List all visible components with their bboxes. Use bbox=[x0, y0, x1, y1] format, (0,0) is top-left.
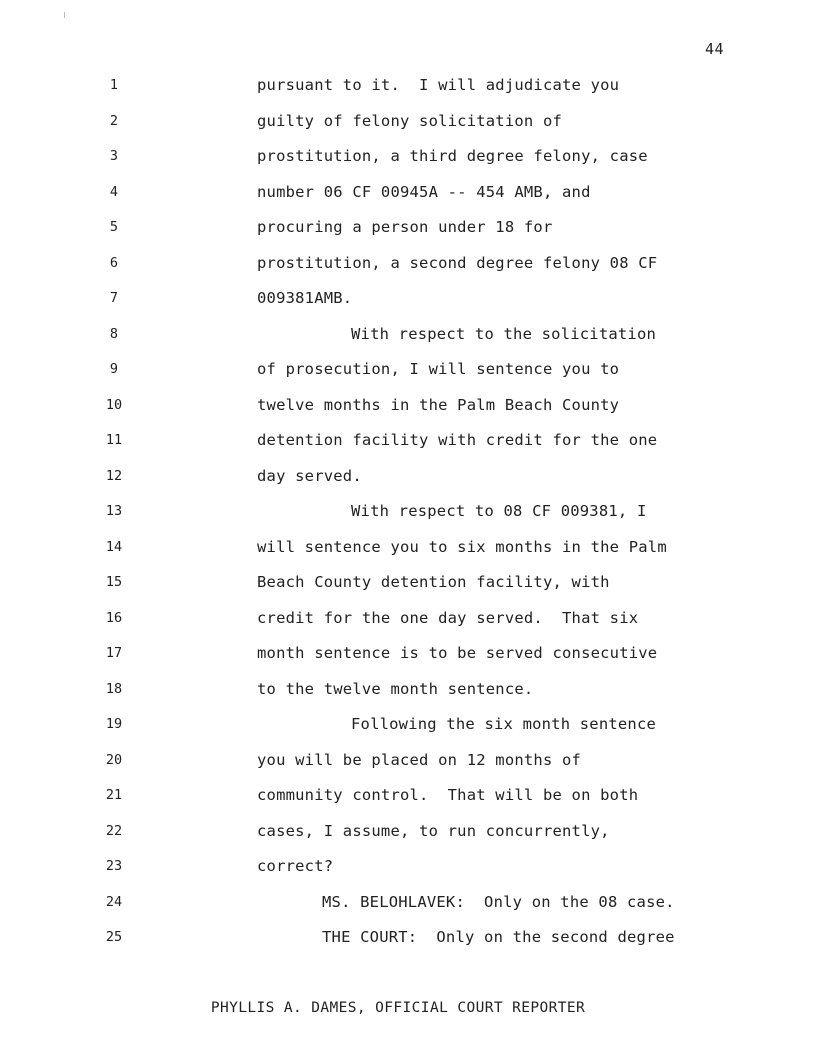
line-number: 6 bbox=[109, 254, 119, 271]
line-number: 12 bbox=[105, 467, 123, 484]
line-number: 15 bbox=[105, 574, 123, 590]
transcript-line bbox=[0, 358, 816, 394]
line-number: 8 bbox=[109, 325, 119, 342]
line-number: 4 bbox=[109, 183, 119, 200]
line-text: credit for the one day served. That six bbox=[257, 608, 639, 627]
line-number: 13 bbox=[105, 503, 123, 519]
transcript-line bbox=[0, 145, 816, 181]
line-text: correct? bbox=[257, 857, 334, 875]
transcript-line bbox=[0, 429, 816, 465]
transcript-line bbox=[0, 713, 816, 749]
line-number: 19 bbox=[105, 716, 123, 732]
transcript-line bbox=[0, 323, 816, 359]
line-text: cases, I assume, to run concurrently, bbox=[257, 821, 610, 840]
line-text: THE COURT: Only on the second degree bbox=[322, 928, 675, 946]
transcript-line bbox=[0, 784, 816, 820]
line-number: 25 bbox=[105, 929, 123, 945]
transcript-line bbox=[0, 749, 816, 785]
transcript-line bbox=[0, 394, 816, 430]
transcript-line bbox=[0, 465, 816, 501]
court-reporter-footer: PHYLLIS A. DAMES, OFFICIAL COURT REPORTER bbox=[210, 1000, 586, 1016]
line-number: 17 bbox=[105, 645, 123, 661]
line-number: 20 bbox=[105, 751, 123, 768]
transcript-line bbox=[0, 252, 816, 288]
line-number: 3 bbox=[109, 148, 119, 164]
transcript-line bbox=[0, 855, 816, 891]
line-number: 18 bbox=[105, 680, 123, 697]
transcript-line bbox=[0, 216, 816, 252]
line-text: Beach County detention facility, with bbox=[257, 573, 610, 591]
line-text: With respect to the solicitation bbox=[351, 324, 657, 343]
line-text: Following the six month sentence bbox=[351, 715, 657, 733]
line-text: number 06 CF 00945A -- 454 AMB, and bbox=[257, 182, 591, 201]
page-number: 44 bbox=[704, 40, 724, 58]
line-number: 11 bbox=[105, 432, 123, 448]
transcript-line bbox=[0, 500, 816, 536]
transcript-line bbox=[0, 891, 816, 927]
line-number: 7 bbox=[109, 290, 119, 306]
transcript-line bbox=[0, 642, 816, 678]
transcript-body bbox=[0, 74, 816, 962]
line-text: prostitution, a second degree felony 08 CF bbox=[257, 253, 658, 272]
line-text: MS. BELOHLAVEK: Only on the 08 case. bbox=[322, 892, 675, 911]
transcript-line bbox=[0, 571, 816, 607]
transcript-line bbox=[0, 926, 816, 962]
line-text: day served. bbox=[257, 466, 362, 485]
line-number: 16 bbox=[105, 609, 123, 626]
line-text: detention facility with credit for the one bbox=[257, 431, 658, 449]
transcript-line bbox=[0, 287, 816, 323]
line-text: of prosecution, I will sentence you to bbox=[257, 360, 620, 378]
line-text: will sentence you to six months in the Palm bbox=[257, 537, 667, 556]
scan-edge-mark bbox=[64, 12, 65, 18]
line-number: 1 bbox=[109, 77, 119, 93]
line-text: guilty of felony solicitation of bbox=[257, 111, 563, 130]
line-number: 21 bbox=[105, 787, 123, 803]
line-text: 009381AMB. bbox=[257, 289, 353, 307]
line-number: 24 bbox=[105, 893, 123, 910]
transcript-line bbox=[0, 607, 816, 643]
transcript-line bbox=[0, 678, 816, 714]
transcript-line bbox=[0, 536, 816, 572]
line-text: prostitution, a third degree felony, case bbox=[257, 147, 648, 165]
transcript-line bbox=[0, 820, 816, 856]
line-text: twelve months in the Palm Beach County bbox=[257, 395, 620, 414]
line-number: 14 bbox=[105, 538, 123, 555]
line-text: pursuant to it. I will adjudicate you bbox=[257, 76, 620, 94]
line-text: month sentence is to be served consecutive bbox=[257, 644, 658, 662]
line-number: 23 bbox=[105, 858, 123, 874]
line-number: 2 bbox=[109, 112, 119, 129]
line-text: With respect to 08 CF 009381, I bbox=[351, 502, 647, 520]
transcript-line bbox=[0, 181, 816, 217]
line-text: community control. That will be on both bbox=[257, 786, 639, 804]
line-number: 10 bbox=[105, 396, 123, 413]
line-number: 5 bbox=[109, 219, 119, 235]
transcript-line bbox=[0, 74, 816, 110]
transcript-line bbox=[0, 110, 816, 146]
line-text: procuring a person under 18 for bbox=[257, 218, 553, 236]
line-text: you will be placed on 12 months of bbox=[257, 750, 582, 769]
line-number: 22 bbox=[105, 822, 123, 839]
line-text: to the twelve month sentence. bbox=[257, 679, 534, 698]
line-number: 9 bbox=[109, 361, 119, 377]
